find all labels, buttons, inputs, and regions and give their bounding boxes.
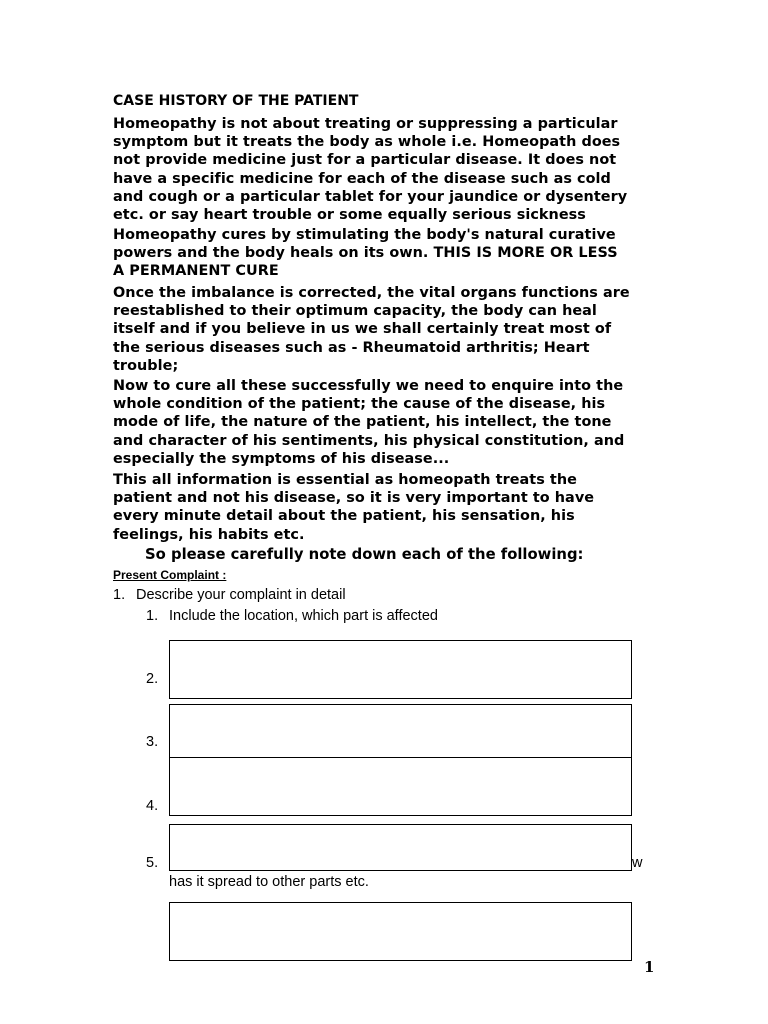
text-line: A PERMANENT CURE [113,263,279,280]
text-line: reestablished to their optimum capacity, the body can heal [113,303,597,320]
list-text: Include the location, which part is affected [169,608,438,624]
text-line: itself and if you believe in us we shall certainly treat most of [113,321,612,338]
text-line: especially the symptoms of his disease... [113,450,450,467]
list-number: 1. [113,587,126,603]
text-line: symptom but it treats the body as whole i.e. Homeopath does [113,134,621,151]
answer-box-4[interactable] [169,824,632,871]
text-line: every minute detail about the patient, his sensation, his [113,508,575,525]
text-line: trouble; [113,357,179,374]
text-line: patient and not his disease, so it is very important to have [113,490,595,507]
text-line: Homeopathy is not about treating or suppressing a particular [113,116,618,132]
text-line: This all information is essential as homeopath treats the [113,472,577,488]
page-number: 1 [644,958,655,976]
text-line: have a specific medicine for each of the disease such as cold [113,170,611,187]
section-label-present-complaint: Present Complaint : [113,568,227,582]
text-line: whole condition of the patient; the cause of the disease, his [113,396,606,413]
text-line: Now to cure all these successfully we need to enquire into the [113,378,624,394]
partial-text: w [632,855,643,871]
answer-box-location[interactable] [169,640,632,699]
paragraph-homeopathy-cures [113,226,658,281]
list-number: 4. [146,798,159,814]
paragraph-imbalance [113,284,658,375]
list-number: 2. [146,671,159,687]
text-line: and character of his sentiments, his physical constitution, and [113,432,625,449]
paragraph-enquire [113,377,658,468]
list-number: 5. [146,855,159,871]
text-line: and cough or a particular tablet for your jaundice or dysentery [113,188,628,205]
list-number: 1. [146,608,159,624]
text-line: Homeopathy cures by stimulating the body's natural curative [113,227,616,243]
text-line: the serious diseases such as - Rheumatoid arthritis; Heart [113,339,590,356]
answer-box-3[interactable] [169,757,632,816]
paragraph-essential-information [113,471,658,544]
text-line: Once the imbalance is corrected, the vital organs functions are [113,285,630,301]
paragraph-homeopathy-intro [113,115,658,224]
text-line: feelings, his habits etc. [113,526,305,543]
list-text: has it spread to other parts etc. [169,874,369,890]
document-title: CASE HISTORY OF THE PATIENT [113,93,359,109]
text-line: not provide medicine just for a particular disease. It does not [113,152,617,169]
instruction-text: So please carefully note down each of the following: [145,546,584,563]
text-line: etc. or say heart trouble or some equally serious sickness [113,207,586,224]
list-text: Describe your complaint in detail [136,587,346,603]
text-line: mode of life, the nature of the patient, his intellect, the tone [113,414,612,431]
answer-box-2[interactable] [169,704,632,758]
text-line: powers and the body heals on its own. THIS IS MORE OR LESS [113,245,618,262]
answer-box-5[interactable] [169,902,632,961]
list-number: 3. [146,734,159,750]
